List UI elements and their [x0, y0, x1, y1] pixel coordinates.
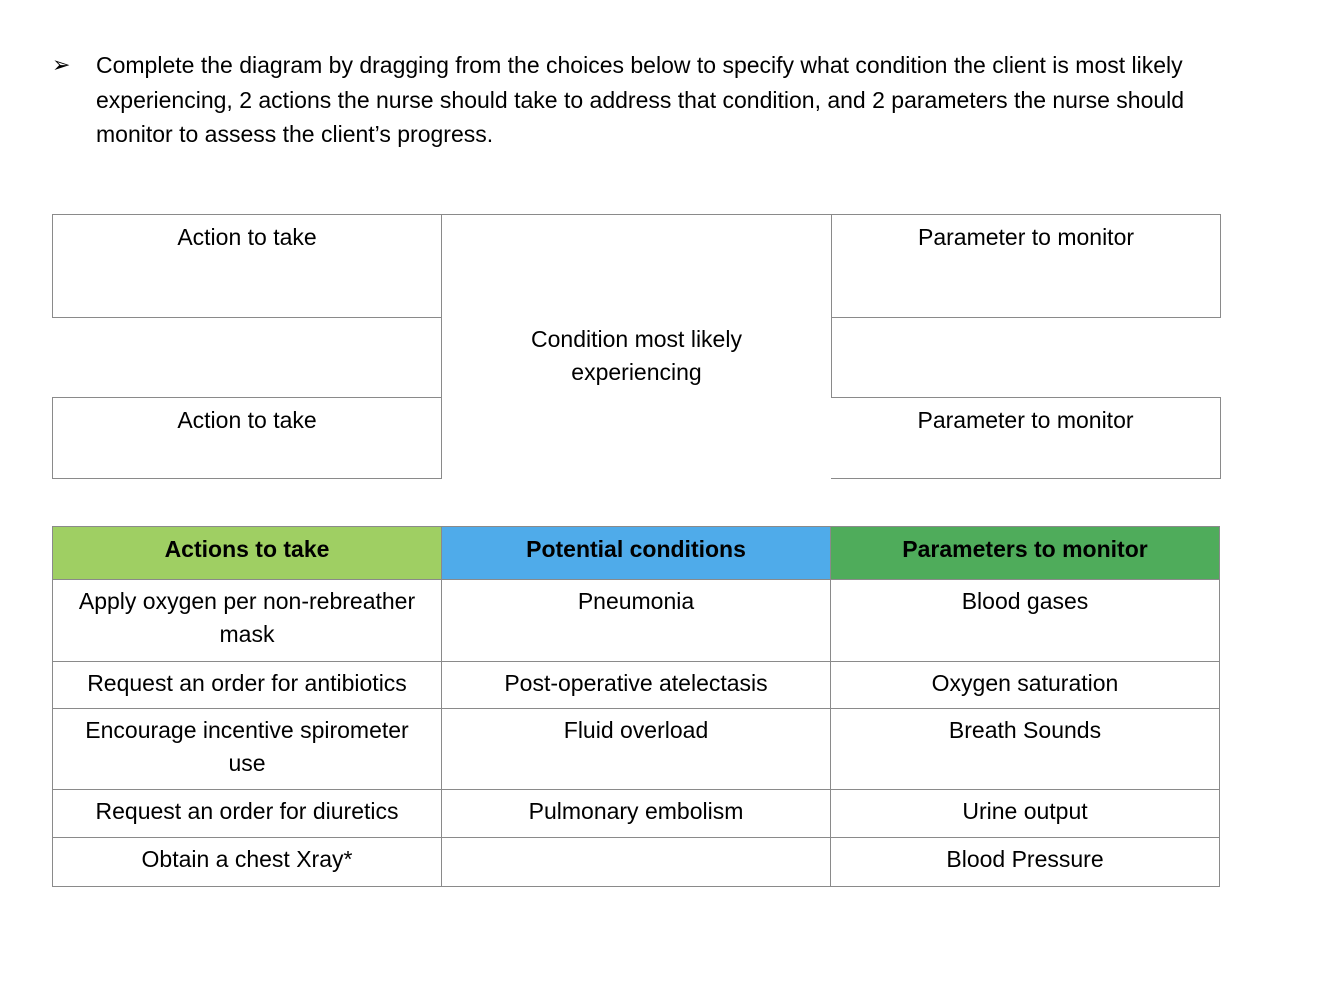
choices-header-row — [53, 527, 1220, 580]
drop-zone-action-1[interactable] — [52, 214, 442, 318]
instruction-text: Complete the diagram by dragging from the choices below to specify what condition the client is most likely experiencing, 2 actions the nurse should take to address that condition, and 2 parameters the nurse should monitor to assess the client’s progress. — [96, 52, 1185, 147]
choice-parameter[interactable]: Oxygen saturation — [831, 662, 1220, 709]
drop-zone-label: Parameter to monitor — [917, 407, 1134, 433]
actions-header: Actions to take — [53, 527, 442, 580]
choice-condition-empty — [442, 838, 831, 887]
choice-parameter[interactable]: Breath Sounds — [831, 709, 1220, 790]
drop-zone-label: Action to take — [177, 224, 317, 250]
choice-action[interactable]: Apply oxygen per non-rebreather mask — [53, 580, 442, 662]
choice-parameter[interactable]: Blood Pressure — [831, 838, 1220, 887]
choices-row — [53, 709, 1220, 790]
choice-action[interactable]: Request an order for antibiotics — [53, 662, 442, 709]
choices-row — [53, 790, 1220, 838]
choice-condition[interactable]: Fluid overload — [442, 709, 831, 790]
diagram-spacer-top — [441, 214, 832, 318]
choice-action[interactable]: Obtain a chest Xray* — [53, 838, 442, 887]
drop-zone-parameter-1[interactable] — [831, 214, 1221, 318]
arrow-bullet-icon: ➢ — [52, 52, 71, 77]
choice-parameter[interactable]: Blood gases — [831, 580, 1220, 662]
choice-condition[interactable]: Post-operative atelectasis — [442, 662, 831, 709]
choice-action[interactable]: Encourage incentive spirometer use — [53, 709, 442, 790]
choices-row — [53, 662, 1220, 709]
drop-zone-action-2[interactable] — [52, 397, 442, 479]
choice-action[interactable]: Request an order for diuretics — [53, 790, 442, 838]
drop-zone-condition[interactable] — [441, 317, 832, 398]
parameters-header: Parameters to monitor — [831, 527, 1220, 580]
drop-zone-label: Action to take — [177, 407, 317, 433]
conditions-header: Potential conditions — [442, 527, 831, 580]
choices-row — [53, 580, 1220, 662]
drop-zone-label: Condition most likely experiencing — [531, 326, 742, 385]
choice-condition[interactable]: Pneumonia — [442, 580, 831, 662]
choices-row — [53, 838, 1220, 887]
drop-zone-parameter-2[interactable] — [831, 397, 1221, 479]
choices-table — [52, 526, 1220, 887]
choice-condition[interactable]: Pulmonary embolism — [442, 790, 831, 838]
drop-zone-label: Parameter to monitor — [917, 224, 1135, 250]
choice-parameter[interactable]: Urine output — [831, 790, 1220, 838]
instruction — [52, 48, 1252, 152]
